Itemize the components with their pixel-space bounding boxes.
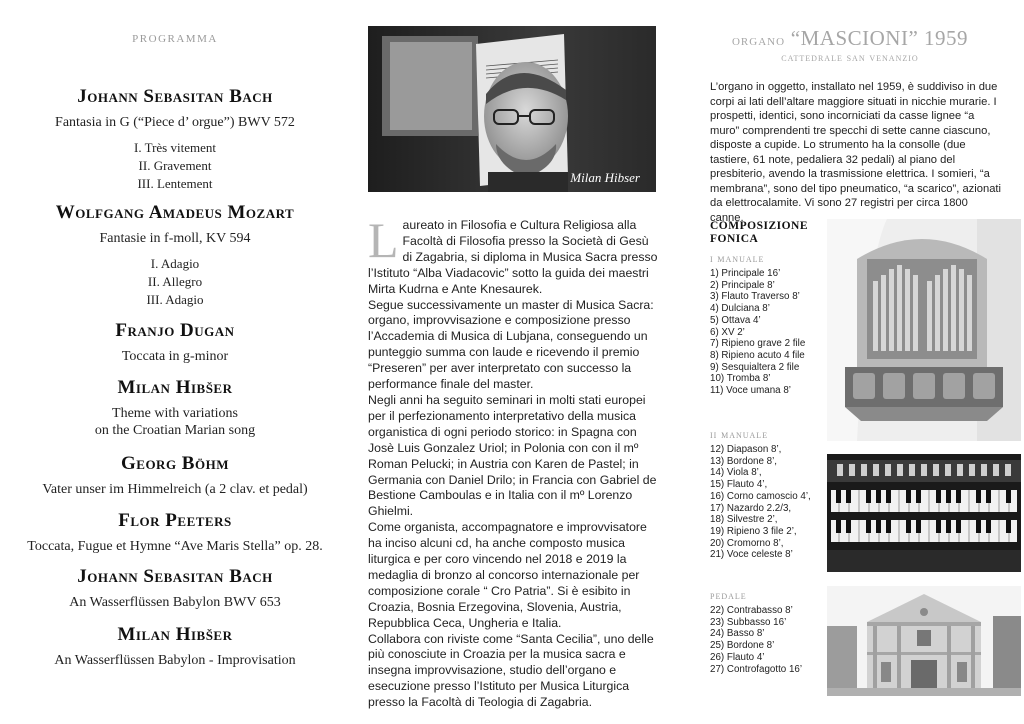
stop-item: 5) Ottava 4’ [710, 314, 761, 326]
manual-2-title: ii manuale [710, 429, 769, 441]
stop-item: 18) Silvestre 2’, [710, 514, 778, 526]
work-title: An Wasserflüssen Babylon - Improvisation [54, 653, 296, 668]
programme-item [10, 624, 340, 669]
programme-item [10, 566, 340, 611]
stop-item: 9) Sesquialtera 2 file [710, 361, 800, 373]
stop-item: 7) Ripieno grave 2 file [710, 338, 806, 350]
stop-item: 25) Bordone 8’ [710, 640, 775, 652]
stop-item: 17) Nazardo 2.2/3, [710, 502, 792, 514]
movement: II. Allegro [147, 274, 203, 289]
composer-name: Milan Hibšer [117, 377, 233, 398]
cathedral-photo [827, 586, 1021, 696]
movement: II. Gravement [138, 158, 212, 173]
stop-item: 3) Flauto Traverso 8’ [710, 291, 800, 303]
organ-title-name: “MASCIONI” [790, 26, 919, 50]
biography-text [368, 212, 658, 711]
programme-title: programma [132, 30, 218, 46]
stop-item: 8) Ripieno acuto 4 file [710, 349, 805, 361]
organ-panel [700, 0, 1024, 724]
stop-item: 13) Bordone 8’, [710, 455, 777, 467]
work-title: Fantasia in G (“Piece d’ orgue”) BWV 572 [55, 115, 295, 130]
composer-name: Flor Peeters [118, 510, 232, 531]
organ-console-photo [827, 454, 1021, 572]
manual-1-title: i manuale [710, 253, 765, 265]
work-title: Toccata, Fugue et Hymne “Ave Maris Stella” op. 28. [27, 539, 323, 554]
work-title: An Wasserflüssen Babylon BWV 653 [69, 595, 281, 610]
organ-case-photo [827, 219, 1021, 441]
stop-item: 1) Principale 16’ [710, 268, 781, 279]
portrait-illustration [368, 26, 656, 192]
composer-name: Wolfgang Amadeus Mozart [55, 202, 295, 223]
stop-item: 24) Basso 8’ [710, 628, 765, 640]
manual-2-stops [710, 444, 811, 561]
drop-cap: L [368, 212, 399, 268]
photo-caption: Milan Hibser [570, 170, 640, 185]
programme-item [10, 453, 340, 498]
organ-description: L’organo in oggetto, installato nel 1959, è suddiviso in due corpi ai lati dell’altare maggiore situati in nicchie murarie. I prospetti, identici, sono incorniciati da casse lignee “a muro” comprendenti tre specchi di sette canne ciascuno, disposte a cupide. Lo strumento ha la consolle (due tastiere, 61 note, pedaliera 32 pedali) al piano del presbiterio, avendo la trasmissione elettrica. I somieri, “a membrana”, sono del tipo pneumatico, “a scarico”, azionati da elettrocalamite. Vi sono 27 registri per circa 1800 canne. [710, 81, 1002, 224]
movement: I. Très vitement [134, 140, 216, 155]
composer-name: Johann Sebasitan Bach [77, 86, 273, 107]
stop-item: 16) Corno camoscio 4’, [710, 490, 811, 502]
programme-item [10, 510, 340, 555]
movement: I. Adagio [150, 256, 200, 271]
movement: III. Adagio [146, 292, 204, 307]
stop-item: 22) Contrabasso 8’ [710, 605, 793, 616]
organ-subtitle: cattedrale san venanzio [781, 52, 919, 64]
portrait-photo [368, 26, 656, 192]
stop-item: 21) Voce celeste 8’ [710, 549, 793, 561]
programme-item [10, 86, 340, 193]
pedal-title: pedale [710, 590, 747, 602]
stop-item: 10) Tromba 8’ [710, 373, 771, 385]
stop-item: 23) Subbasso 16’ [710, 616, 787, 628]
organ-title-prefix: organo [731, 32, 786, 49]
stop-item: 19) Ripieno 3 file 2’, [710, 525, 797, 537]
stop-item: 15) Flauto 4’, [710, 479, 768, 491]
stop-item: 20) Cromorno 8’, [710, 537, 784, 549]
biography-paragraph: aureato in Filosofia e Cultura Religiosa alla Facoltà di Filosofia presso la Società di Gesù di Zagabria, si diploma in Musica Sacra presso l’Istituto “Alba Viadacovic” sotto la guida dei maestri Mirta Kudrna e Ante Knesaurek. [368, 218, 658, 296]
programme-panel [10, 0, 340, 724]
stop-item: 2) Principale 8’ [710, 279, 775, 291]
organ-title [700, 26, 1000, 51]
biography-panel [368, 0, 658, 724]
composer-name: Franjo Dugan [115, 320, 235, 341]
programme-item [10, 202, 340, 309]
programme-item [10, 377, 340, 439]
composer-name: Johann Sebasitan Bach [77, 566, 273, 587]
biography-paragraph: Collabora con riviste come “Santa Cecilia”, uno delle più conosciute in Croazia per la musica sacra e insegna improvvisazione, studio dell’organo e esecuzione presso l’Istituto per Musica Liturgica presso la Facoltà di Teologia di Zagabria. [368, 631, 654, 710]
stop-item: 26) Flauto 4’ [710, 651, 765, 663]
stop-item: 11) Voce umana 8’ [710, 385, 791, 397]
movement: III. Lentement [137, 176, 213, 191]
pedal-stops [710, 605, 802, 675]
stop-item: 14) Viola 8’, [710, 467, 762, 479]
composer-name: Milan Hibšer [117, 624, 233, 645]
work-title-line2: on the Croatian Marian song [94, 423, 256, 438]
organ-title-year: 1959 [924, 26, 969, 50]
stop-item: 6) XV 2’ [710, 326, 745, 338]
stop-item: 4) Dulciana 8’ [710, 303, 770, 315]
stop-item: 12) Diapason 8’, [710, 444, 782, 455]
manual-1-stops [710, 268, 805, 397]
biography-paragraph: Come organista, accompagnatore e improvvisatore ha inciso alcuni cd, ha anche composto musica liturgica e per coro vincendo nel 2018 e 2019 la medaglia di bronzo al concorso internazionale per composizione corale “ Cro Patria”. Si è esibito in Croazia, Bosnia Erzegovina, Slovenia, Austria, Repubblica Ceca, Ungheria e Italia. [368, 520, 647, 630]
composer-name: Georg Böhm [121, 453, 229, 474]
work-title: Fantasie in f-moll, KV 594 [99, 231, 251, 246]
work-title: Toccata in g-minor [121, 349, 229, 364]
work-title: Vater unser im Himmelreich (a 2 clav. et pedal) [42, 482, 308, 497]
programme-item [10, 320, 340, 365]
biography-paragraph: Negli anni ha seguito seminari in molti stati europei per il perfezionamento interpretativo della musica organistica di ogni periodo storico: in Spagna con Josè Luis Gonzalez Uriol; in Polonia con con il mº Roman Pelucki; in Austria con Karen de Pastel; in Germania con Daniel Drilo; in Francia con Gabriel de Bestione Camboulas e in Italia con il mº Lorenzo Ghielmi. [368, 392, 657, 519]
biography-paragraph: Segue successivamente un master di Musica Sacra: organo, improvvisazione e composizione presso l’Accademia di Musica di Lubjana, conseguendo un punteggio summa con laude e ricevendo il premio “Preseren” per aver interpretato con successo la performance finale del master. [368, 297, 654, 392]
composition-title: COMPOSIZIONE FONICA [710, 220, 809, 245]
work-title: Theme with variations [112, 406, 238, 421]
stop-item: 27) Controfagotto 16’ [710, 663, 803, 675]
